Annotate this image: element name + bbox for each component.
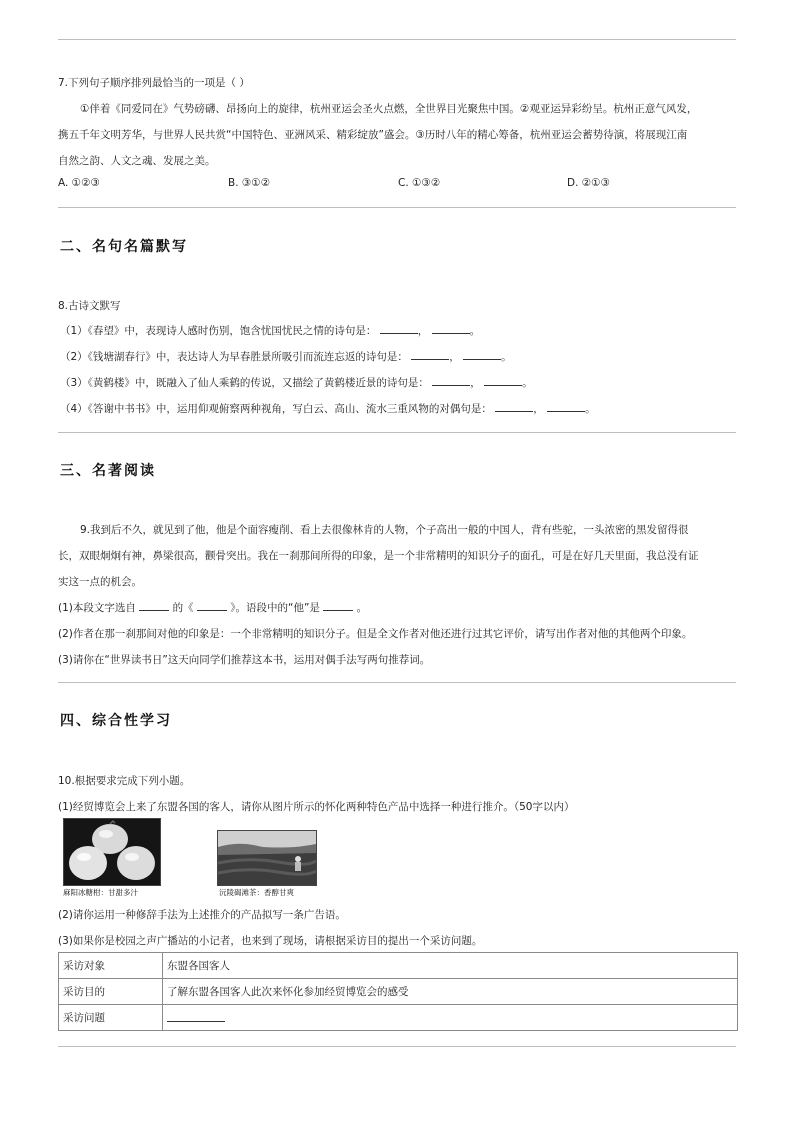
section2-title: 二、名句名篇默写: [60, 239, 188, 255]
q7-passage-line1: ①伴着《同爱同在》气势磅礴、昂扬向上的旋律，杭州亚运会圣火点燃，全世界目光聚焦中国。②观亚运异彩纷呈。杭州正意气风发，: [80, 103, 698, 115]
q8-item-text: （3）《黄鹤楼》中，既融入了仙人乘鹤的传说，又描绘了黄鹤楼近景的诗句是：: [60, 377, 429, 389]
period: 。: [522, 377, 533, 389]
q10-sub3: (3)如果你是校园之声广播站的小记者，也来到了现场，请根据采访目的提出一个采访问题。: [58, 935, 483, 947]
answer-blank[interactable]: [411, 349, 449, 360]
citrus-photo: [63, 818, 161, 886]
q10-sub1: (1)经贸博览会上来了东盟各国的客人，请你从图片所示的怀化两种特色产品中选择一种进行推介。（50字以内）: [58, 801, 575, 813]
separator: ，: [449, 351, 460, 363]
q8-item-2: [60, 349, 512, 364]
answer-blank[interactable]: [432, 323, 470, 334]
table-label: 采访目的: [59, 979, 163, 1005]
q7-passage-line3: 自然之韵、人文之魂、发展之美。: [58, 155, 216, 167]
table-label: 采访对象: [59, 953, 163, 979]
table-value: 了解东盟各国客人此次来怀化参加经贸博览会的感受: [163, 979, 738, 1005]
q7-stem: 7.下列句子顺序排列最恰当的一项是（ ）: [58, 77, 250, 89]
q7-option-b[interactable]: B. ③①②: [228, 177, 271, 189]
answer-blank[interactable]: [495, 401, 533, 412]
q9-passage-line1: 9.我到后不久，就见到了他，他是个面容瘦削、看上去很像林肯的人物，个子高出一般的中国人，背有些驼，一头浓密的黑发留得很: [80, 524, 689, 536]
period: 。: [469, 325, 481, 337]
q9-passage-line2: 长，双眼炯炯有神，鼻梁很高，颧骨突出。我在一刹那间所得的印象，是一个非常精明的知识分子的面孔，可是在好几天里面，我总没有证: [58, 550, 699, 562]
q9-sub2: (2)作者在那一刹那间对他的印象是：一个非常精明的知识分子。但是全文作者对他还进行过其它评价，请写出作者对他的其他两个印象。: [58, 628, 693, 640]
separator: ，: [470, 377, 481, 389]
q9-sub1: [58, 600, 367, 615]
q7-option-d[interactable]: D. ②①③: [567, 177, 610, 189]
answer-blank[interactable]: [463, 349, 501, 360]
section4-title: 四、综合性学习: [60, 713, 172, 729]
q7-option-a[interactable]: A. ①②③: [58, 177, 100, 189]
tea-caption: 沅陵碣滩茶：香醇甘爽: [219, 888, 294, 897]
divider: [58, 207, 736, 208]
section3-title: 三、名著阅读: [60, 463, 156, 479]
q7-option-c[interactable]: C. ①③②: [398, 177, 441, 189]
answer-blank[interactable]: [380, 323, 418, 334]
interview-table: [58, 952, 738, 1031]
divider-bottom: [58, 1046, 736, 1047]
q9-sub3: (3)请你在“世界读书日”这天向同学们推荐这本书，运用对偶手法写两句推荐词。: [58, 654, 431, 666]
answer-blank[interactable]: [484, 375, 522, 386]
q8-item-1: [60, 323, 480, 338]
citrus-image: [64, 819, 160, 885]
answer-blank[interactable]: [432, 375, 470, 386]
q9-sub1-text: 》。语段中的“他”是: [230, 602, 320, 614]
answer-blank[interactable]: [323, 600, 353, 611]
q8-stem: 8.古诗文默写: [58, 300, 121, 312]
q8-item-text: （1）《春望》中，表现诗人感时伤别，饱含忧国忧民之情的诗句是：: [60, 325, 377, 337]
answer-blank[interactable]: [547, 401, 585, 412]
table-value: 东盟各国客人: [163, 953, 738, 979]
separator: ，: [533, 403, 544, 415]
q7-passage-line2: 携五千年文明芳华，与世界人民共赏“中国特色、亚洲风采、精彩绽放”盛会。③历时八年的精心筹备，杭州亚运会蓄势待演，将展现江南: [58, 129, 688, 141]
table-label: 采访问题: [59, 1005, 163, 1031]
q8-item-4: [60, 401, 596, 416]
period: 。: [585, 403, 596, 415]
q9-passage-line3: 实这一点的机会。: [58, 576, 142, 588]
table-row: [59, 979, 738, 1005]
divider: [58, 432, 736, 433]
q8-item-3: [60, 375, 533, 390]
table-row: [59, 953, 738, 979]
citrus-caption: 麻阳冰糖柑：甘甜多汁: [63, 888, 138, 897]
q9-sub1-text: 。: [356, 602, 368, 614]
answer-blank[interactable]: [139, 600, 169, 611]
divider-top: [58, 39, 736, 40]
divider: [58, 682, 736, 683]
interview-question-cell: [163, 1005, 738, 1031]
answer-blank[interactable]: [197, 600, 227, 611]
q10-sub2: (2)请你运用一种修辞手法为上述推介的产品拟写一条广告语。: [58, 909, 346, 921]
table-row: [59, 1005, 738, 1031]
q9-sub1-text: 的《: [172, 602, 194, 614]
answer-blank[interactable]: [167, 1011, 225, 1022]
tea-image: [218, 831, 316, 885]
q10-stem: 10.根据要求完成下列小题。: [58, 775, 191, 787]
q9-sub1-text: (1)本段文字选自: [58, 602, 136, 614]
period: 。: [501, 351, 512, 363]
q8-item-text: （2）《钱塘湖春行》中，表达诗人为早春胜景所吸引而流连忘返的诗句是：: [60, 351, 408, 363]
separator: ，: [417, 325, 429, 337]
tea-photo: [217, 830, 317, 886]
q8-item-text: （4）《答谢中书书》中，运用仰观俯察两种视角，写白云、高山、流水三重风物的对偶句是：: [60, 403, 492, 415]
